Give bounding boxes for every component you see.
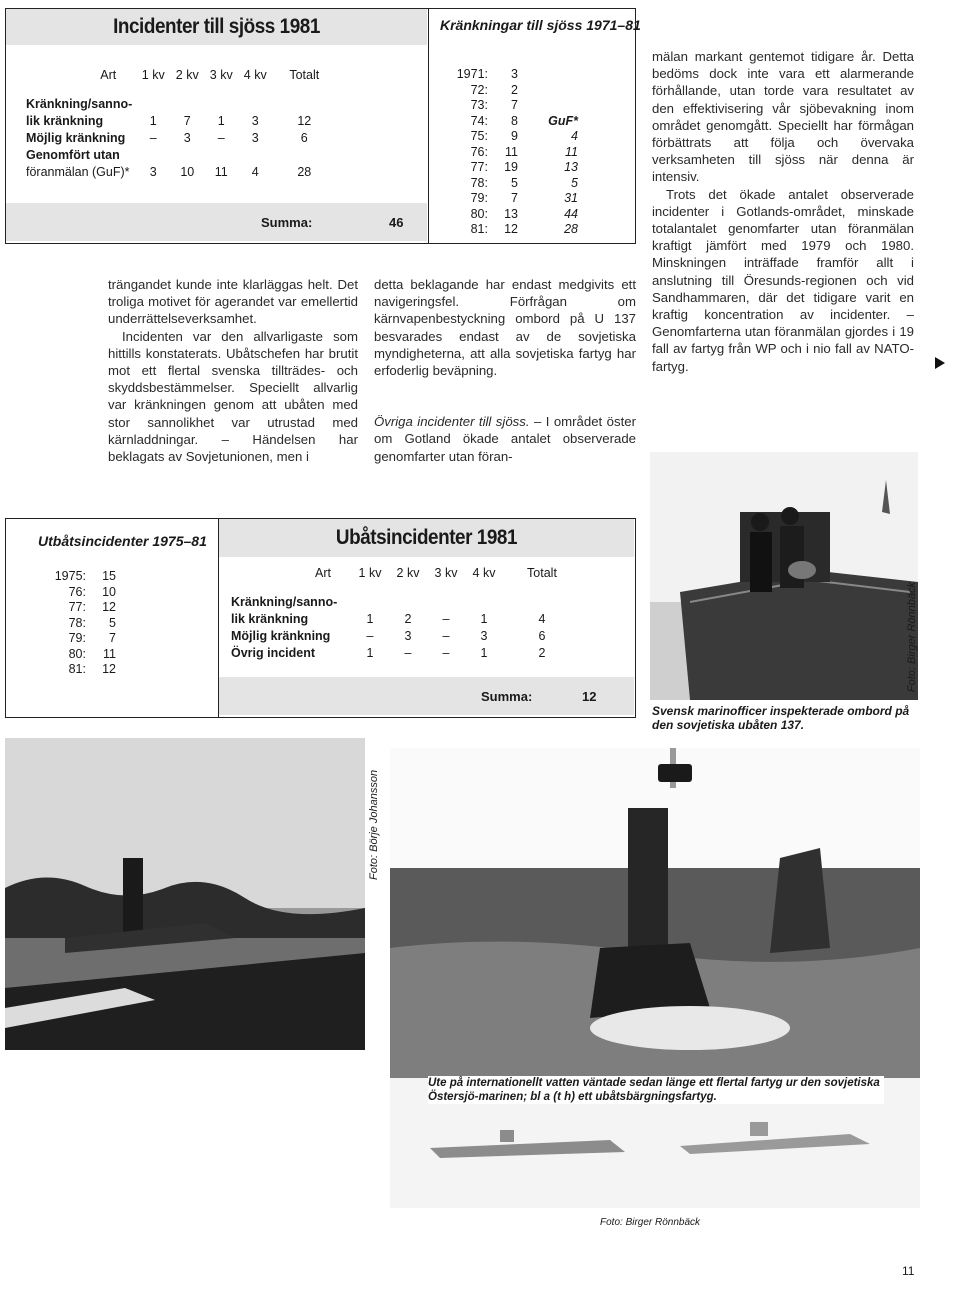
table-row: lik kränkning 1 2 – 1 4 [231,612,546,626]
col-header: 4 kv [243,68,267,82]
ships-caption: Ute på internationellt vatten väntade sedan länge ett flertal fartyg ur den sovjetiska Östersjö-marinen; bl a (t h) ett ubåtsbärgningsfartyg. [428,1076,884,1104]
sum-band [6,203,427,241]
table-title: Kränkningar till sjöss 1971–81 [440,17,641,33]
col-header: 1 kv [141,68,165,82]
incidents-1981-grid [22,67,336,181]
sum-label: Summa: [481,689,533,704]
paragraph: mälan markant gentemot tidigare år. Detta bedöms dock inte vara ett alarmerande förhållande, utan torde vara resultatet av den effektivisering vår sjöbevakning inom området genomgått. Speciellt har förmågan förbättrats att följa och övervaka verksamheten till sjöss när denna är intensiv. [652,49,914,185]
article-column-1 [108,276,358,465]
col-header: Totalt [289,68,320,82]
table-row: Möjlig kränkning – 3 – 3 6 [26,131,308,145]
article-column-3 [652,48,914,375]
soviet-ships-photo-image [390,748,920,1208]
table-header-row: Art 1 kv 2 kv 3 kv 4 kv Totalt [315,566,557,580]
violations-list: 1971: 3 72: 2 73: 7 74: 8 GuF* 75: 9 4 76: 11 11 77: 19 13 78: 5 5 79: 7 31 80: 13 44 81: 12 28 [456,67,578,236]
continue-arrow-icon [935,357,945,369]
paragraph: detta beklagande har endast medgivits ett navigeringsfel. Förfrågan om kärnvapenbestyckning ombord på U 137 besvarades endast av de sovjetiska myndigheterna, att alla sovjetiska fartyg har erfoderlig beväpning. [374,277,636,379]
sum-value: 46 [389,215,404,230]
sum-label: Summa: [261,215,313,230]
sum-band [219,677,634,715]
submarine-photo-image [5,738,365,1050]
table-row: föranmälan (GuF)* 3 10 11 4 28 [26,165,312,179]
article-column-2 [374,276,636,465]
table-row: Möjlig kränkning – 3 – 3 6 [231,629,546,643]
col-header: 3 kv [209,68,233,82]
submarine-photo [5,738,365,1050]
table-row: Övrig incident 1 – – 1 2 [231,646,546,660]
sum-value: 12 [582,689,597,704]
incidents-1981-table [5,8,429,244]
violations-1971-81-table [428,8,641,244]
table-row: Kränkning/sanno- [26,97,133,111]
sub-incidents-1975-81-table [5,518,218,718]
officers-photo-image [650,452,918,700]
table-title: Incidenter till sjöss 1981 [113,15,320,38]
col-header: Art [100,68,117,82]
photo-credit: Foto: Birger Rönnbäck [600,1217,701,1228]
officers-photo [650,452,918,700]
col-header: 2 kv [175,68,199,82]
table-row: Kränkning/sanno- [231,595,338,609]
paragraph: Incidenten var den allvarligaste som hittills konstaterats. Ubåtschefen har brutit mot ett flertal svenska tillträdes- och skyddsbestämmelser. Speciellt allvarlig var kränkningen genom att ubåten med stor sannolikhet var utrustad med kärnladdningar. – Händelsen har beklagats av Sovjetunionen, men i [108,328,358,465]
table-title: Utbåtsincidenter 1975–81 [38,533,207,549]
sub-incidents-1981-table [218,518,636,718]
table-row: Genomfört utan [26,148,120,162]
soviet-ships-photo [390,748,920,1208]
guf-header: GuF* [548,113,578,128]
officers-caption: Svensk marinofficer inspekterade ombord på den sovjetiska ubåten 137. [652,704,910,732]
photo-credit: Foto: Birger Rönnbäck [906,582,918,693]
paragraph: Trots det ökade antalet observerade incidenter i Gotlands-området, minskade totalantalet genomfarter utan föranmälan kraftigt jämfört med 1979 och 1980. Minskningen inträffade framför allt i anslutning till Öresunds-regionen och vid Sandhammaren, där det tidigare varit en kraftig koncentration av incidenter. – Genomfarterna utan föranmälan gjordes i 19 fall av fartyg från WP och i nio fall av NATO-fartyg. [652,186,914,374]
table-row: lik kränkning 1 7 1 3 12 [26,114,312,128]
subheading: Övriga incidenter till sjöss. [374,414,530,430]
table-header-row [22,67,336,84]
sub-incidents-1981-grid [227,565,581,662]
paragraph: trängandet kunde inte klarläggas helt. Det troliga motivet för agerandet var emellertid underrättelseverksamhet. [108,277,358,327]
photo-credit: Foto: Börje Johansson [368,769,380,880]
page-number: 11 [902,1264,915,1278]
table-title: Ubåtsincidenter 1981 [335,526,518,549]
paragraph: Övriga incidenter till sjöss. – I området öster om Gotland ökade antalet observerade genomfarter utan föran- [374,414,636,464]
helicopter-icon [658,764,692,782]
sub-incidents-list: 1975: 15 76: 10 77: 12 78: 5 79: 7 80: 11 81: 12 [54,569,116,676]
